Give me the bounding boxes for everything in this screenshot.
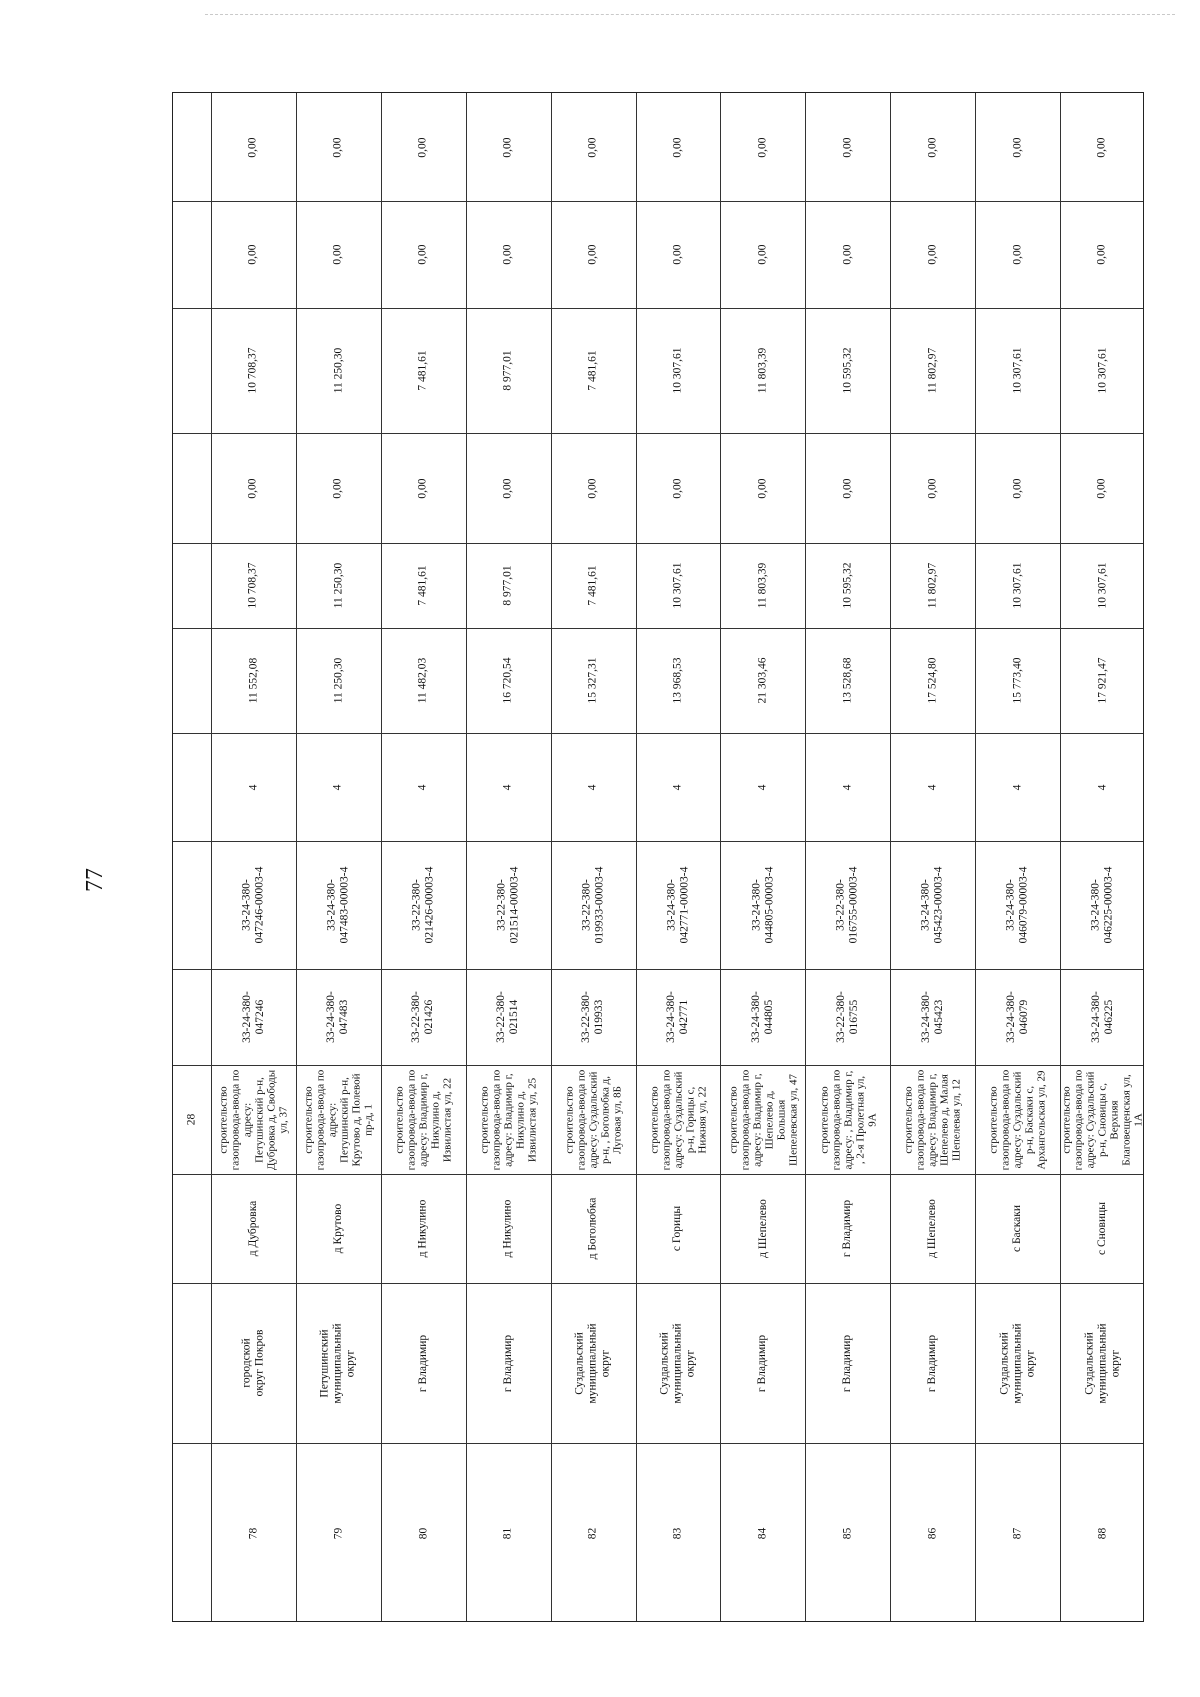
table-cell-settlement [381, 1174, 466, 1283]
cell-text-description: строительство газопровода-ввода по адресу: Владимир г, Никулино д, Извилистая ул, 22 [393, 1069, 454, 1170]
table-cell-cadastral [296, 969, 381, 1065]
table-cell-settlement [551, 1174, 636, 1283]
table-cell-v6 [1060, 93, 1145, 201]
cell-text-v3: 0,00 [331, 477, 344, 499]
table-cell-v6 [805, 93, 890, 201]
cell-text-municipality: г Владимир [756, 1334, 769, 1392]
cell-text-description: строительство газопровода-ввода по адресу: Суздальский р-н, Горицы с, Нижняя ул, 22 [647, 1069, 708, 1170]
table-cell-n [551, 1443, 636, 1623]
table-cell-municipality [466, 1283, 551, 1443]
table-cell-v2 [975, 543, 1060, 628]
cell-text-v3: 0,00 [841, 477, 854, 499]
cell-text-description: строительство газопровода-ввода по адресу: Суздальский р-н, Баскаки с, Архангельская ул, 29 [987, 1069, 1048, 1170]
table-cell-cadastral [636, 969, 721, 1065]
table-cell-code [296, 841, 381, 969]
table-cell-v5 [551, 201, 636, 308]
table-cell-description [636, 1065, 721, 1174]
cell-text-v4: 10 708,37 [246, 347, 259, 394]
cell-text-cadastral: 33-22-380- 016755 [834, 991, 860, 1043]
table-cell-category [636, 733, 721, 841]
table-cell-v2 [890, 543, 975, 628]
cell-text-code: 33-22-380- 021514-00003-4 [495, 866, 521, 944]
cell-text-category: 4 [756, 784, 769, 790]
table-cell-n [466, 1443, 551, 1623]
table-cell-code [636, 841, 721, 969]
cell-text-municipality: г Владимир [841, 1334, 854, 1392]
table-cell-v6 [636, 93, 721, 201]
cell-text-description: строительство газопровода-ввода по адресу: Суздальский р-н, , Боголюбка д, Луговая ул, 8Б [563, 1069, 624, 1170]
table-cell-n [975, 1443, 1060, 1623]
page-number [82, 863, 108, 897]
table-cell-v4 [636, 308, 721, 433]
cell-text-description: строительство газопровода-ввода по адресу: Суздальский р-н, Сновицы с, Верхняя Благовещенская ул, 1А [1060, 1069, 1145, 1170]
table-cell-v2 [466, 543, 551, 628]
cell-text-settlement: д Никулино [501, 1199, 514, 1258]
cell-text-category: 4 [246, 784, 259, 790]
cell-text-v5: 0,00 [926, 244, 939, 265]
cell-text-v2: 11 250,30 [331, 562, 344, 609]
table-cell-v6 [466, 93, 551, 201]
cell-text-v1: 11 250,30 [331, 657, 344, 704]
cell-text-category: 4 [331, 784, 344, 790]
table-cell-v1 [720, 628, 805, 733]
table-cell-municipality [381, 1283, 466, 1443]
table-cell-description [890, 1065, 975, 1174]
cell-text-v4: 11 250,30 [331, 347, 344, 394]
cell-text-settlement: д Шепелево [926, 1199, 939, 1258]
cell-text-v1: 21 303,46 [756, 657, 769, 704]
table-cell-v3 [551, 433, 636, 543]
cell-text-v1: 11 552,08 [246, 657, 259, 704]
header-cell-col-4 [173, 1065, 211, 1174]
table-cell-v6 [720, 93, 805, 201]
cell-text-settlement: г Владимир [841, 1199, 854, 1258]
table-cell-v4 [466, 308, 551, 433]
table-cell-v6 [890, 93, 975, 201]
cell-text-municipality: Суздальский муниципальный округ [658, 1322, 697, 1404]
cell-text-v3: 0,00 [586, 477, 599, 499]
cell-text-settlement: д Дубровка [246, 1200, 259, 1257]
table-cell-v5 [890, 201, 975, 308]
table-cell-v1 [1060, 628, 1145, 733]
cell-text-cadastral: 33-24-380- 045423 [919, 991, 945, 1043]
cell-text-category: 4 [1011, 784, 1024, 790]
table-cell-v3 [720, 433, 805, 543]
cell-text-n: 83 [671, 1527, 684, 1539]
page-number-text: 77 [82, 868, 108, 892]
cell-text-n: 84 [756, 1527, 769, 1539]
cell-text-settlement: д Шепелево [756, 1199, 769, 1258]
cell-text-v2: 11 802,97 [926, 562, 939, 609]
cell-text-cadastral: 33-24-380- 047483 [325, 991, 351, 1043]
table-cell-v4 [1060, 308, 1145, 433]
cell-text-cadastral: 33-22-380- 021514 [495, 991, 521, 1043]
cell-text-v6: 0,00 [501, 136, 514, 158]
table-cell-v1 [551, 628, 636, 733]
table-cell-settlement [636, 1174, 721, 1283]
table-cell-v2 [551, 543, 636, 628]
table-cell-v5 [636, 201, 721, 308]
cell-text-v2: 10 307,61 [671, 562, 684, 609]
table-cell-cadastral [805, 969, 890, 1065]
table-cell-n [890, 1443, 975, 1623]
table-cell-v1 [381, 628, 466, 733]
cell-text-v6: 0,00 [671, 136, 684, 158]
table-cell-municipality [296, 1283, 381, 1443]
table-cell-code [211, 841, 296, 969]
table-cell-n [381, 1443, 466, 1623]
table-cell-municipality [720, 1283, 805, 1443]
cell-text-code: 33-22-380- 016755-00003-4 [834, 866, 860, 944]
cell-text-v2: 10 708,37 [246, 562, 259, 609]
table-cell-description [296, 1065, 381, 1174]
table-cell-v4 [805, 308, 890, 433]
cell-text-v3: 0,00 [1011, 477, 1024, 499]
cell-text-v6: 0,00 [756, 136, 769, 158]
table-cell-v1 [975, 628, 1060, 733]
table-cell-v5 [381, 201, 466, 308]
cell-text-municipality: г Владимир [416, 1334, 429, 1392]
table-cell-v3 [636, 433, 721, 543]
cell-text-v3: 0,00 [246, 477, 259, 499]
cell-text-description: строительство газопровода-ввода по адресу: Владимир г, Шепелево д, Малая Шепелевая ул, 12 [902, 1069, 963, 1170]
table-cell-code [975, 841, 1060, 969]
table-cell-v2 [381, 543, 466, 628]
table-cell-v4 [975, 308, 1060, 433]
cell-text-municipality: городской округ Покров [240, 1329, 266, 1397]
cell-text-v5: 0,00 [331, 244, 344, 265]
cell-text-description: строительство газопровода-ввода по адресу: Владимир г, Шепелево д, Большая Шепелевская ул, 47 [726, 1069, 799, 1170]
cell-text-v1: 13 968,53 [671, 657, 684, 704]
cell-text-v1: 15 327,31 [586, 657, 599, 704]
table-cell-v2 [720, 543, 805, 628]
cell-text-municipality: Суздальский муниципальный округ [998, 1322, 1037, 1404]
table-cell-settlement [211, 1174, 296, 1283]
table-cell-description [551, 1065, 636, 1174]
table-cell-description [466, 1065, 551, 1174]
cell-text-v3: 0,00 [416, 477, 429, 499]
cell-text-code: 33-24-380- 046079-00003-4 [1004, 866, 1030, 944]
table-cell-v5 [296, 201, 381, 308]
table-cell-code [381, 841, 466, 969]
cell-text-v3: 0,00 [926, 477, 939, 499]
cell-text-cadastral: 33-24-380- 044805 [749, 991, 775, 1043]
table-cell-v1 [296, 628, 381, 733]
cell-text-code: 33-24-380- 044805-00003-4 [749, 866, 775, 944]
table-cell-v5 [975, 201, 1060, 308]
table-cell-category [805, 733, 890, 841]
table-cell-category [890, 733, 975, 841]
cell-text-v1: 17 921,47 [1096, 657, 1109, 704]
table-cell-n [296, 1443, 381, 1623]
table-cell-description [1060, 1065, 1145, 1174]
table-cell-category [1060, 733, 1145, 841]
cell-text-v5: 0,00 [756, 244, 769, 265]
table-cell-code [466, 841, 551, 969]
cell-text-v4: 8 977,01 [501, 350, 514, 391]
cell-text-code: 33-24-380- 042771-00003-4 [664, 866, 690, 944]
cell-text-n: 87 [1011, 1527, 1024, 1539]
cell-text-v2: 11 803,39 [756, 562, 769, 609]
table-cell-v6 [211, 93, 296, 201]
table-cell-code [890, 841, 975, 969]
cell-text-v4: 10 307,61 [1096, 347, 1109, 394]
table-cell-municipality [551, 1283, 636, 1443]
cell-text-n: 85 [841, 1527, 854, 1539]
table-cell-category [211, 733, 296, 841]
cell-text-n: 88 [1096, 1527, 1109, 1539]
cell-text-category: 4 [501, 784, 514, 790]
table-cell-code [1060, 841, 1145, 969]
table-cell-v3 [466, 433, 551, 543]
cell-text-municipality: г Владимир [501, 1334, 514, 1392]
cell-text-cadastral: 33-24-380- 047246 [240, 991, 266, 1043]
cell-text-v4: 10 307,61 [1011, 347, 1024, 394]
cell-text-v5: 0,00 [841, 244, 854, 265]
table-cell-municipality [636, 1283, 721, 1443]
cell-text-v3: 0,00 [1096, 477, 1109, 499]
table-cell-settlement [890, 1174, 975, 1283]
table-cell-v2 [296, 543, 381, 628]
cell-text-v6: 0,00 [841, 136, 854, 158]
table-cell-cadastral [381, 969, 466, 1065]
table-cell-cadastral [975, 969, 1060, 1065]
cell-text-settlement: с Баскаки [1011, 1204, 1024, 1253]
table-cell-code [805, 841, 890, 969]
table-cell-v5 [805, 201, 890, 308]
cell-text-v6: 0,00 [416, 136, 429, 158]
cell-text-category: 4 [671, 784, 684, 790]
table-cell-n [720, 1443, 805, 1623]
cell-text-cadastral: 33-24-380- 042771 [664, 991, 690, 1043]
cell-text-code: 33-22-380- 021426-00003-4 [410, 866, 436, 944]
table-cell-v4 [381, 308, 466, 433]
table-cell-v5 [211, 201, 296, 308]
table-cell-n [1060, 1443, 1145, 1623]
cell-text-municipality: Петушинский муниципальный округ [318, 1322, 357, 1404]
cell-text-v4: 11 802,97 [926, 347, 939, 394]
cell-text-v6: 0,00 [1011, 136, 1024, 158]
cell-text-settlement: д Никулино [416, 1199, 429, 1258]
table-cell-cadastral [720, 969, 805, 1065]
cell-text-v5: 0,00 [671, 244, 684, 265]
table-cell-v1 [805, 628, 890, 733]
cell-text-v3: 0,00 [671, 477, 684, 499]
table-cell-cadastral [551, 969, 636, 1065]
cell-text-v4: 7 481,61 [416, 350, 429, 391]
cell-text-v2: 8 977,01 [501, 565, 514, 606]
cell-text-n: 81 [501, 1527, 514, 1539]
table-cell-v6 [296, 93, 381, 201]
table-cell-category [381, 733, 466, 841]
cell-text-cadastral: 33-24-380- 046079 [1004, 991, 1030, 1043]
cell-text-v6: 0,00 [246, 136, 259, 158]
table-cell-municipality [975, 1283, 1060, 1443]
cell-text-v5: 0,00 [1096, 244, 1109, 265]
table-cell-settlement [296, 1174, 381, 1283]
table-cell-v4 [720, 308, 805, 433]
cell-text-v2: 10 307,61 [1096, 562, 1109, 609]
table-cell-v4 [296, 308, 381, 433]
cell-text-cadastral: 33-22-380- 021426 [410, 991, 436, 1043]
cell-text-v5: 0,00 [246, 244, 259, 265]
table-cell-settlement [805, 1174, 890, 1283]
table-cell-v3 [1060, 433, 1145, 543]
cell-text-v5: 0,00 [416, 244, 429, 265]
table-cell-v4 [211, 308, 296, 433]
cell-text-code: 33-24-380- 047483-00003-4 [325, 866, 351, 944]
cell-text-category: 4 [926, 784, 939, 790]
cell-text-category: 4 [1096, 784, 1109, 790]
cell-text-v5: 0,00 [1011, 244, 1024, 265]
table-cell-category [720, 733, 805, 841]
table-cell-v1 [636, 628, 721, 733]
data-table [172, 92, 1144, 1622]
table-cell-description [720, 1065, 805, 1174]
cell-text-v3: 0,00 [501, 477, 514, 499]
header-number: 28 [185, 1113, 198, 1126]
table-cell-category [466, 733, 551, 841]
table-cell-n [211, 1443, 296, 1623]
cell-text-category: 4 [586, 784, 599, 790]
cell-text-description: строительство газопровода-ввода по адресу: Петушинский р-н, Крутово д, Полевой пр-д, 1 [302, 1069, 375, 1170]
cell-text-description: строительство газопровода-ввода по адресу: Владимир г, Никулино д, Извилистая ул, 25 [478, 1069, 539, 1170]
table-cell-v3 [381, 433, 466, 543]
table-cell-code [720, 841, 805, 969]
cell-text-v4: 10 307,61 [671, 347, 684, 394]
table-cell-v6 [381, 93, 466, 201]
cell-text-v2: 7 481,61 [586, 565, 599, 606]
table-cell-n [636, 1443, 721, 1623]
cell-text-v1: 16 720,54 [501, 657, 514, 704]
table-cell-settlement [720, 1174, 805, 1283]
cell-text-municipality: Суздальский муниципальный округ [1083, 1322, 1122, 1404]
table-cell-v5 [1060, 201, 1145, 308]
cell-text-n: 78 [246, 1527, 259, 1539]
table-cell-municipality [890, 1283, 975, 1443]
cell-text-description: строительство газопровода-ввода по адресу: Петушинский р-н, Дубровка д, Свободы ул, 37 [217, 1069, 290, 1170]
table-cell-description [381, 1065, 466, 1174]
cell-text-v2: 7 481,61 [416, 565, 429, 606]
cell-text-n: 82 [586, 1527, 599, 1539]
table-cell-v2 [1060, 543, 1145, 628]
table-cell-description [805, 1065, 890, 1174]
table-cell-v6 [975, 93, 1060, 201]
cell-text-v3: 0,00 [756, 477, 769, 499]
table-cell-v4 [890, 308, 975, 433]
cell-text-n: 86 [926, 1527, 939, 1539]
cell-text-v2: 10 307,61 [1011, 562, 1024, 609]
cell-text-v4: 10 595,32 [841, 347, 854, 394]
table-cell-v3 [296, 433, 381, 543]
table-cell-category [975, 733, 1060, 841]
table-cell-cadastral [466, 969, 551, 1065]
table-cell-settlement [1060, 1174, 1145, 1283]
cell-text-code: 33-24-380- 045423-00003-4 [919, 866, 945, 944]
cell-text-code: 33-24-380- 046225-00003-4 [1089, 866, 1115, 944]
cell-text-municipality: Суздальский муниципальный округ [573, 1322, 612, 1404]
cell-text-v1: 15 773,40 [1011, 657, 1024, 704]
table-cell-n [805, 1443, 890, 1623]
table-cell-v3 [211, 433, 296, 543]
cell-text-settlement: д Боголюбка [586, 1197, 599, 1260]
table-cell-cadastral [211, 969, 296, 1065]
cell-text-v4: 7 481,61 [586, 350, 599, 391]
cell-text-settlement: с Горицы [671, 1205, 684, 1252]
table-cell-v5 [466, 201, 551, 308]
cell-text-v6: 0,00 [586, 136, 599, 158]
table-cell-v3 [890, 433, 975, 543]
cell-text-description: строительство газопровода-ввода по адресу: , Владимир г, , 2-я Пролетная ул, 9А [817, 1069, 878, 1170]
cell-text-category: 4 [416, 784, 429, 790]
table-cell-settlement [466, 1174, 551, 1283]
cell-text-municipality: г Владимир [926, 1334, 939, 1392]
cell-text-v5: 0,00 [586, 244, 599, 265]
cell-text-v1: 11 482,03 [416, 657, 429, 704]
table-cell-v2 [636, 543, 721, 628]
table-cell-cadastral [890, 969, 975, 1065]
table-cell-v6 [551, 93, 636, 201]
table-cell-v4 [551, 308, 636, 433]
table-cell-description [211, 1065, 296, 1174]
table-cell-code [551, 841, 636, 969]
cell-text-v6: 0,00 [1096, 136, 1109, 158]
table-cell-v5 [720, 201, 805, 308]
cell-text-n: 80 [416, 1527, 429, 1539]
cell-text-cadastral: 33-24-380- 046225 [1089, 991, 1115, 1043]
cell-text-category: 4 [841, 784, 854, 790]
cell-text-v1: 17 524,80 [926, 657, 939, 704]
table-cell-v2 [211, 543, 296, 628]
cell-text-settlement: д Крутово [331, 1203, 344, 1254]
table-cell-v3 [805, 433, 890, 543]
table-cell-v1 [890, 628, 975, 733]
cell-text-code: 33-24-380- 047246-00003-4 [240, 866, 266, 944]
cell-text-v6: 0,00 [331, 136, 344, 158]
cell-text-v4: 11 803,39 [756, 347, 769, 394]
cell-text-n: 79 [331, 1527, 344, 1539]
cell-text-v1: 13 528,68 [841, 657, 854, 704]
cell-text-cadastral: 33-22-380- 019933 [580, 991, 606, 1043]
table-cell-v1 [466, 628, 551, 733]
table-cell-municipality [805, 1283, 890, 1443]
table-cell-category [296, 733, 381, 841]
table-cell-description [975, 1065, 1060, 1174]
table-cell-v1 [211, 628, 296, 733]
table-cell-v3 [975, 433, 1060, 543]
table-cell-settlement [975, 1174, 1060, 1283]
table-cell-category [551, 733, 636, 841]
table-cell-municipality [211, 1283, 296, 1443]
scan-artifact-line [205, 14, 1175, 15]
cell-text-v6: 0,00 [926, 136, 939, 158]
table-cell-municipality [1060, 1283, 1145, 1443]
table-cell-v2 [805, 543, 890, 628]
table-cell-cadastral [1060, 969, 1145, 1065]
cell-text-v2: 10 595,32 [841, 562, 854, 609]
cell-text-code: 33-22-380- 019933-00003-4 [580, 866, 606, 944]
cell-text-settlement: с Сновицы [1096, 1201, 1109, 1256]
cell-text-v5: 0,00 [501, 244, 514, 265]
